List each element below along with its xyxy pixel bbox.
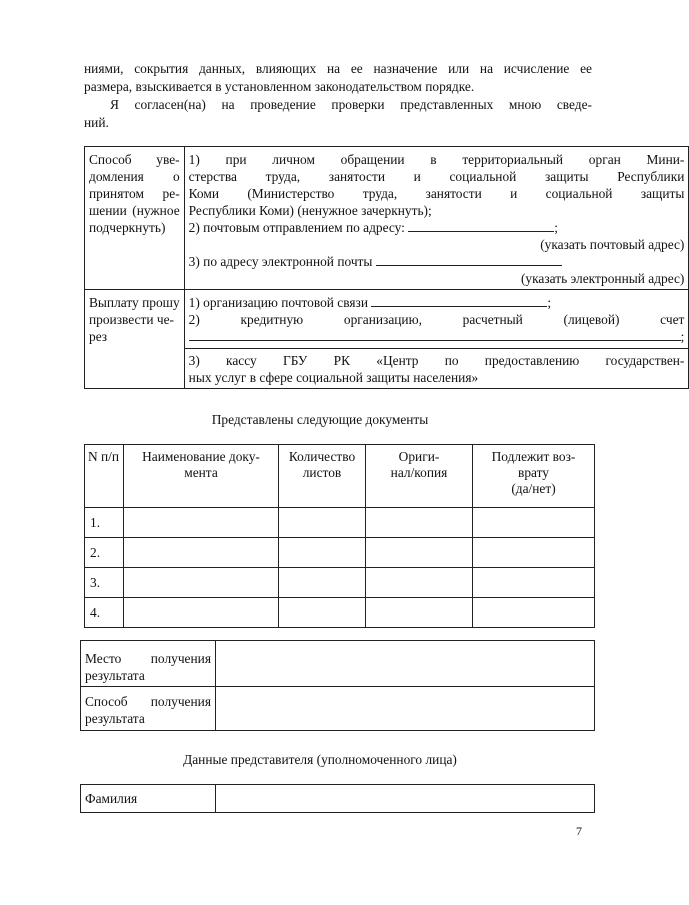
doc-return-cell[interactable] [473,598,595,628]
postal-label: 2) почтовым отправлением по адресу: [188,220,405,235]
payment-options: 1) организацию почтовой связи ; 2) кредитную организацию, расчетный (лицевой) счет ; 3) кассу ГБУ РК «Центр по предоставлению государствен- ных услуг в сфере социальной защиты населения» [184,290,689,389]
intro-line: ниями, сокрытия данных, влияющих на ее назначение или на исчисление ее [84,61,592,76]
header-text: N п/п [88,449,120,464]
doc-original-cell[interactable] [366,598,473,628]
option-line: стерства труда, занятости и социальной защиты Республики [188,169,685,184]
label-line: результата [85,711,145,726]
table-row [85,508,595,538]
label-line: подчеркнуть) [89,220,166,235]
documents-header-row [85,445,595,508]
doc-name-cell[interactable] [124,508,279,538]
doc-name-cell[interactable] [124,568,279,598]
cashier-option [185,348,689,386]
documents-heading: Представлены следующие документы [211,412,429,427]
label-line: домления о [89,169,180,184]
consent-line: Я согласен(на) на проведение проверки представленных мною сведе- [110,97,592,112]
bank-account-field[interactable] [189,328,681,341]
notification-options [184,147,689,290]
doc-sheets-cell[interactable] [279,508,366,538]
table-row [85,538,595,568]
option-line: 1) при личном обращении в территориальный орган Мини- [188,152,685,167]
documents-table [84,444,595,628]
label-line: Способ уве- [89,152,180,167]
label-line: результата [85,668,145,683]
email-hint: (указать электронный адрес) [520,271,685,286]
result-method-field[interactable] [216,687,595,731]
post-label: 1) организацию почтовой связи [188,295,368,310]
result-place-row [81,641,595,687]
col-name-header: Наименование доку- мента [124,445,279,508]
col-number-header [85,445,124,508]
doc-name-cell[interactable] [124,598,279,628]
payment-method-label [85,290,185,389]
result-table [80,640,595,731]
label-line: Способ получения [85,694,211,709]
doc-sheets-cell[interactable] [279,538,366,568]
label-line: принятом ре- [89,186,180,201]
row-number: 3. [85,568,124,598]
label-line: произвести че- [89,312,174,327]
label-line: шении (нужное [89,203,180,218]
option-line: Коми (Министерство труда, занятости и социальной защиты [188,186,685,201]
result-method-row [81,687,595,731]
post-option: 1) организацию почтовой связи ; [188,295,552,310]
col-sheets-header: Количество листов [279,445,366,508]
table-row [85,568,595,598]
doc-sheets-cell[interactable] [279,598,366,628]
row-number: 1. [85,508,124,538]
label-line: рез [89,329,108,344]
option-line: ных услуг в сфере социальной защиты населения» [188,370,479,385]
doc-name-cell[interactable] [124,538,279,568]
result-place-label [81,641,216,687]
col-return-header: Подлежит воз- врату (да/нет) [473,445,595,508]
row-number: 4. [85,598,124,628]
email-option [189,253,685,270]
intro-line: размера, взыскивается в установленном законодательством порядке. [84,79,475,94]
payment-row [85,290,689,389]
col-original-header: Ориги- нал/копия [366,445,473,508]
doc-return-cell[interactable] [473,568,595,598]
notification-payment-table [84,146,689,389]
surname-row [81,785,595,813]
notification-method-label [85,147,185,290]
label-line: Выплату прошу [89,295,180,310]
postal-hint: (указать почтовый адрес) [540,237,685,252]
option-line: Республики Коми) (ненужное зачеркнуть); [188,203,432,218]
doc-sheets-cell[interactable] [279,568,366,598]
intro-paragraph [84,60,592,132]
postal-address-field[interactable] [408,219,554,232]
email-address-field[interactable] [376,253,562,266]
page-number: 7 [576,824,582,838]
doc-original-cell[interactable] [366,568,473,598]
representative-table [80,784,595,813]
surname-field[interactable] [216,785,595,813]
doc-original-cell[interactable] [366,508,473,538]
result-place-field[interactable] [216,641,595,687]
post-office-field[interactable] [371,294,547,307]
doc-original-cell[interactable] [366,538,473,568]
option-line: 3) кассу ГБУ РК «Центр по предоставлению государствен- [188,353,685,368]
doc-return-cell[interactable] [473,508,595,538]
row-number: 2. [85,538,124,568]
representative-heading: Данные представителя (уполномоченного лица) [183,752,457,767]
bank-option: 2) кредитную организацию, расчетный (лицевой) счет [188,312,685,327]
notification-row [85,147,689,290]
table-row [85,598,595,628]
surname-label: Фамилия [81,785,216,813]
consent-line: ний. [84,115,109,130]
doc-return-cell[interactable] [473,538,595,568]
postal-option: 2) почтовым отправлением по адресу: ; [188,220,559,235]
result-method-label [81,687,216,731]
email-label: 3) по адресу электронной почты [188,254,373,269]
label-line: Место получения [85,651,211,666]
